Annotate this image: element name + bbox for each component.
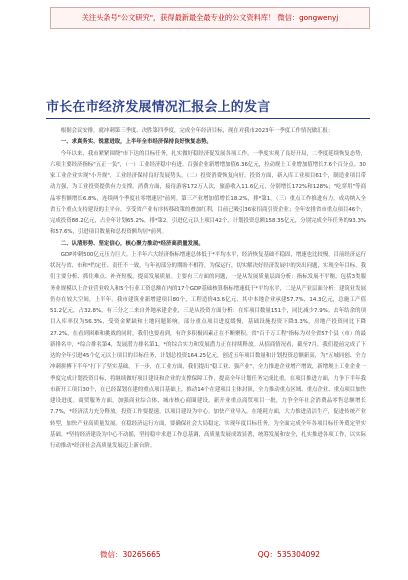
document-body (50, 126, 366, 452)
body-paragraph: 今年以来，我市紧紧围绕"市下达的目标任务，扎实做好稳经济促发展各项工作，一季度实现了良好开局，二季度延续恢复态势，六项主要经济指标"五正一负"，（一）工业经济稳中有进。百强企业新增增加值6.36亿元，拉动规上工业增加值增长7.6个百分点。30家工业企业实现"小升规"，工业经济保持良好发展势头。（二）投资消费恢复向好。投资方面，新入库工业项目61个，制造业项目带动力强，为工业投资提供有力支撑。消费方面，接待游客172万人次，旅游收入11.6亿元，分别增长172%和128%；"吃穿用"等商品零售额增长6.8%，连续两个季度社零增速居"前列。第三产业增加值增长18.2%，排*第1。（三）重点工作推进有力。成功纳入全省五个重点支持建设的主平台，享受省产业有序转移政策的叠加红利，目前已吸引36家招商引资企业；全年安排省市重点项目46个，完成投资88.2亿元，占全年计划65.2%，排*第2。引进亿元以上项目42个，计划投资总额158.35亿元，分别完成全年任务的93.3%和57.6%，引进项目数量和总投资额均居*前列。 (50, 150, 366, 236)
page-title: 市长在市经济发展情况汇报会上的发言 (46, 100, 271, 115)
qq-contact: QQ：535304092 (257, 550, 320, 559)
body-paragraph: 根据会议安排，就冲刺第三季度、决胜第四季度，完成全年经济目标，现在对我市2023年一季度工作情况做汇报： (60, 128, 334, 134)
section-heading: 一、求真务实、锐意进取，上半年全市经济保持良好恢复态势。 (60, 139, 212, 146)
section-heading: 二、认清形势、坚定信心，核心聚力推动*经济高质量发展。 (60, 240, 204, 247)
body-paragraph: GDP冲刺500亿元压力巨大。上半年六大经济指标增速总体低于*平均水平，经济恢复基础不稳固，增速也比较慢。目前经济运行状况与省、市和*约定任、责任不一致，与年初部分的期盼不相符，为保运行，切实解决好经济发展中的突出问题，实现全年目标，我们主要分析、抓住难点、补齐短板，提高发展质量。主要有三方面的问题，一是从发展质量层面分析：指标发展不平衡，包括3类服务业规模以上企业营业收入和5个行业工资总额在内的17个GDP基础核算指标增速低于*平均水平，二是从产业层面分析：建筑业发展仍存在较大空间，上半年，我市建筑业新增建项目80个，工程造价43.6亿元，其中本地企业承建57.7%，14.3亿元，总施工产值51.2亿元，占32.8%，有三分之二来自外地承建企业，三是从投资方面分析：在库项目数量151个，同比减少7.9%；去年结余的项目入库率仅为56.3%，受资金紧缺和土地问题影响，部分重点项目进度缓慢，基础设施投资下降3.3%，房地产投资同比下降27.2%，在看到困难和挑战的同时，我们也要看到，有许多积极因素正在不断聚积。省"百千万工程"指标为对全省57个县（市）的最新排名中，*综合排名第4，发展潜力排名第1，*的综合实力和发展潜力正在持续释放。从招商情况看，截至7月，我们提前完成了下达的全年引进45个亿元以上项目的目标任务，计划总投资164.25亿元，创近五年项目数量和计划投资总额新高，为"五城同创、全力冲刺拼搏下半年"打下了坚实基础。下一步，在工业方面，我们提出"稳工业、强产业"，全力推进企业增产增效，新增规上工业企业一季度完成计划投资目标，将继续做好项目建设和企业的支撑保障工作，提高全年计划任务完成比重。在项目推进方面，力争下半年我市新开工项目30个，在已经谋划在建的重点项目基础上，推动14个在建项目主体封顶，全力推动重点区域、重点企业、重点项目加快建设进度。商贸服务方面，加强商业综合体、城市核心商圈建设，新开业重点商贸项目一批，力争全年社会消费品零售总额增长7.7%，*经济活力充分释放。投资工作要提速，以项目建设为中心，加快产业导入。在能耗方面，大力推进清洁生产，促进传统产业转型，加快产业高质量发展。在稳经济运行方面，要确保社会大局稳定，实现年度目标任务，为全面完成全年各项目标任务奠定坚实基础。*坚持经济建设为中心不动摇，坚持稳中求进工作总基调，高质量发展成效显著，统筹发展和安全，扎实推进各项工作，以实际行动推动*经济社会高质量发展迈上新台阶。 (50, 251, 366, 449)
wechat-contact: 微信：30265665 (100, 550, 161, 559)
contact-footer (100, 549, 320, 560)
title-divider (46, 118, 370, 119)
promo-banner[interactable]: 关注头条号"公文研究"，获得最新最全最专业的公文资料库！ 微信：gongwenyj (50, 7, 370, 29)
